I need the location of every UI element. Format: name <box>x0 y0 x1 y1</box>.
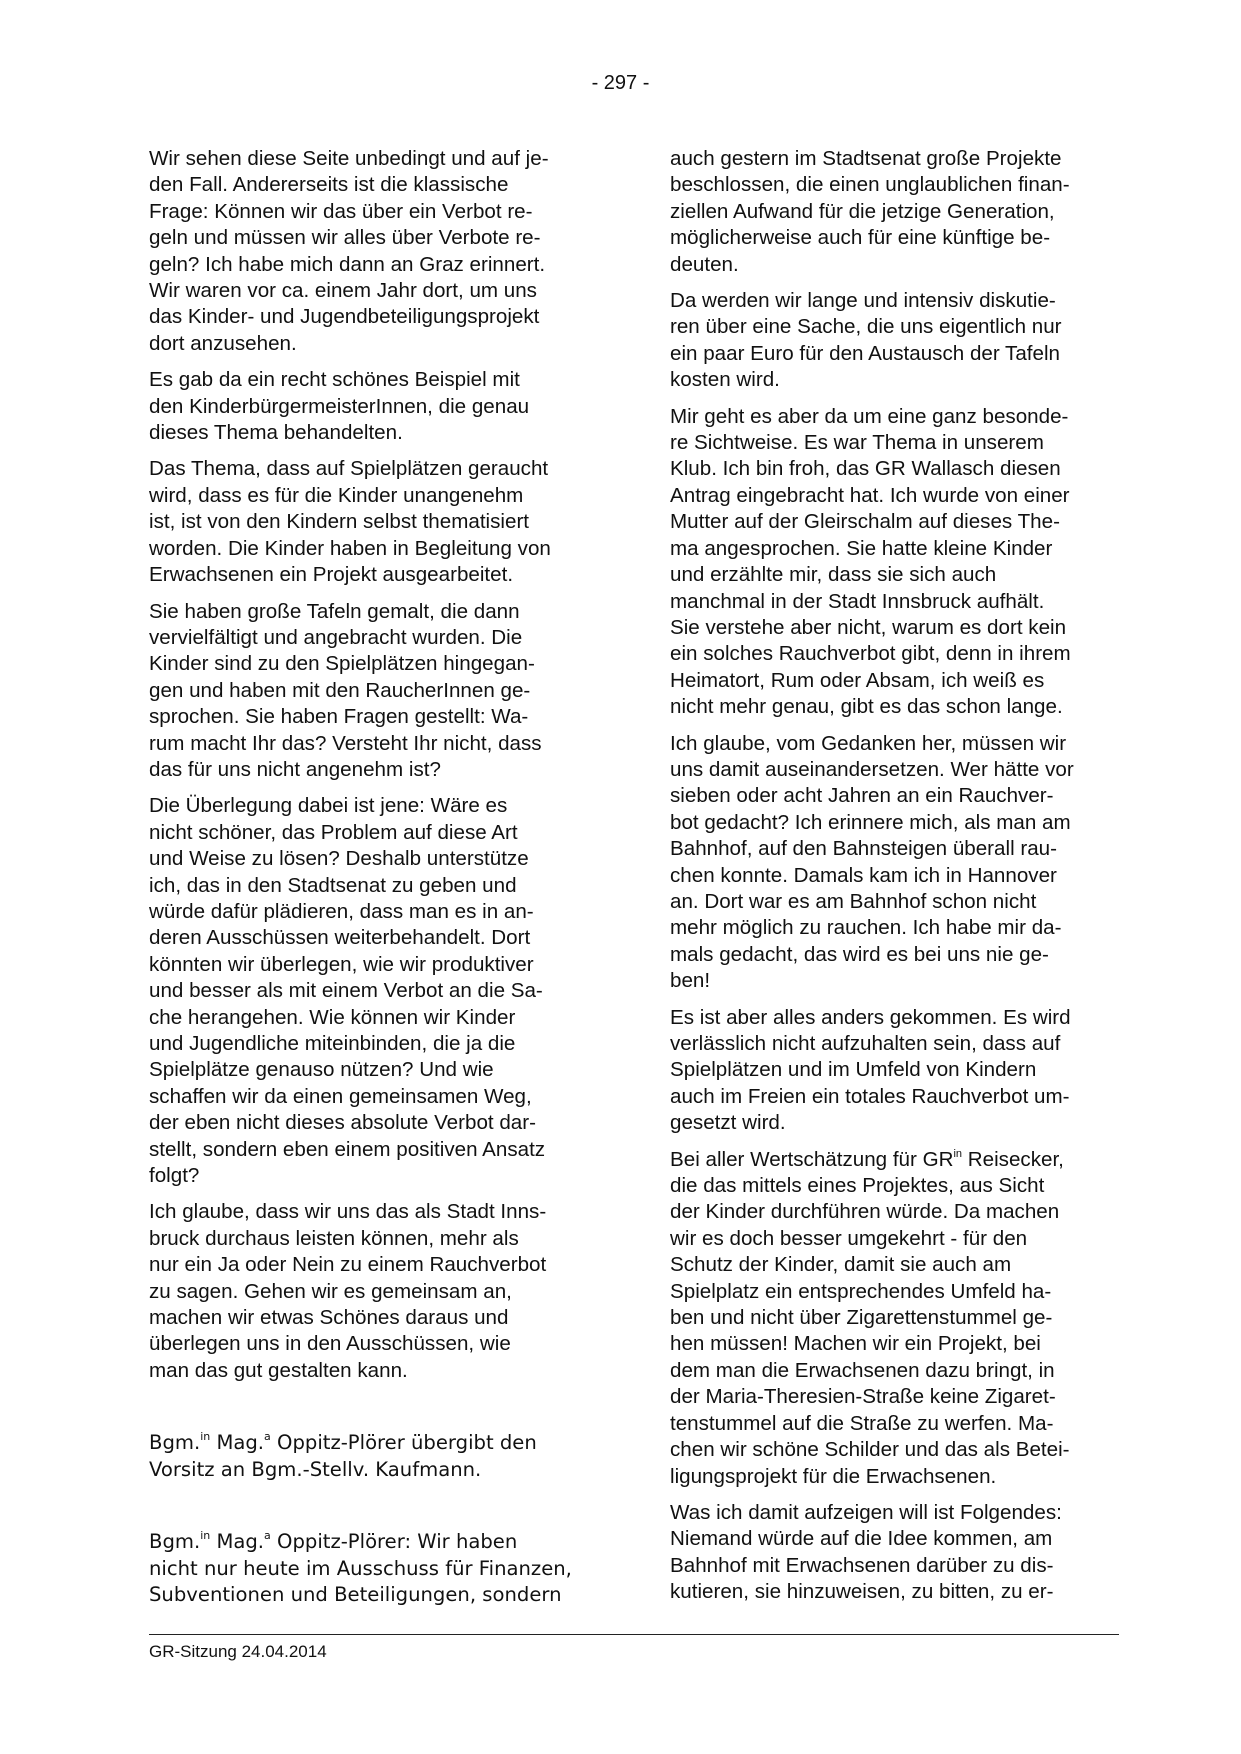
speaker-paragraph <box>149 1529 597 1608</box>
speaker-title: Mag. <box>210 1431 265 1455</box>
right-column <box>670 146 1118 1616</box>
paragraph: Ich glaube, vom Gedanken her, müssen wir uns damit auseinandersetzen. Wer hätte vor sieben oder acht Jahren an ein Rauchver- bot gedacht? Ich erinnere mich, als man am Bahnhof, auf den Bahnsteigen überall rau- chen konnte. Damals kam ich in Hannover an. Dort war es am Bahnhof schon nicht mehr möglich zu rauchen. Ich habe mir da- mals gedacht, das wird es bei uns nie ge- ben! <box>670 731 1074 993</box>
speaker-title: Mag. <box>210 1530 265 1554</box>
speech-text: Oppitz-Plörer: Wir haben nicht nur heute im Ausschuss für Finanzen, Subventionen und Beteiligungen, sondern <box>149 1530 572 1606</box>
paragraph: Da werden wir lange und intensiv diskutie- ren über eine Sache, die uns eigentlich nur ein paar Euro für den Austausch der Tafeln kosten wird. <box>670 289 1062 392</box>
speaker-title: Bgm. <box>149 1431 201 1455</box>
paragraph-rest: Reisecker, die das mittels eines Projektes, aus Sicht der Kinder durchführen würde. Da machen wir es doch besser umgekehrt - für den Schutz der Kinder, damit sie auch am Spielplatz ein entsprechendes Umfeld ha- ben und nicht über Zigarettenstummel ge- hen müssen! Machen wir ein Projekt, bei dem man die Erwachsenen dazu bringt, in der Maria-Theresien-Straße keine Zigaret- tenstummel auf die Straße zu werfen. Ma- chen wir schöne Schilder und das als Betei- ligungsprojekt für die Erwachsenen. <box>670 1147 1070 1488</box>
paragraph: Mir geht es aber da um eine ganz besonde- re Sichtweise. Es war Thema in unserem Klub. Ich bin froh, das GR Wallasch diesen Antrag eingebracht hat. Ich wurde von einer Mutter auf der Gleirschalm auf dieses The- ma angesprochen. Sie hatte kleine Kinder und erzählte mir, dass sie sich auch manchmal in der Stadt Innsbruck aufhält. Sie verstehe aber nicht, warum es dort kein ein solches Rauchverbot gibt, denn in ihrem Heimatort, Rum oder Absam, ich weiß es nicht mehr genau, gibt es das schon lange. <box>670 404 1071 719</box>
left-column <box>149 146 597 1618</box>
paragraph: auch gestern im Stadtsenat große Projekte beschlossen, die einen unglaublichen finan- ziellen Aufwand für die jetzige Generation, möglicherweise auch für eine künftige be- deuten. <box>670 147 1070 276</box>
paragraph-start: Bei aller Wertschätzung für GR <box>670 1147 954 1171</box>
superscript: in <box>200 1430 211 1444</box>
note-text: Oppitz-Plörer übergibt den Vorsitz an Bgm.-Stellv. Kaufmann. <box>149 1431 537 1481</box>
paragraph: Das Thema, dass auf Spielplätzen geraucht wird, dass es für die Kinder unangenehm ist, ist von den Kindern selbst thematisiert worden. Die Kinder haben in Begleitung von Erwachsenen ein Projekt ausgearbeitet. <box>149 457 551 587</box>
paragraph: Was ich damit aufzeigen will ist Folgendes: Niemand würde auf die Idee kommen, am Bahnhof mit Erwachsenen darüber zu dis- kutieren, sie hinzuweisen, zu bitten, zu er- <box>670 1500 1062 1604</box>
paragraph: Ich glaube, dass wir uns das als Stadt Inns- bruck durchaus leisten können, mehr als nur ein Ja oder Nein zu einem Rauchverbot zu sagen. Gehen wir es gemeinsam an, machen wir etwas Schönes daraus und überlegen uns in den Ausschüssen, wie man das gut gestalten kann. <box>149 1200 547 1382</box>
paragraph: Sie haben große Tafeln gemalt, die dann vervielfältigt und angebracht wurden. Die Kinder sind zu den Spielplätzen hingegan- gen und haben mit den RaucherInnen ge- sprochen. Sie haben Fragen gestellt: Wa- rum macht Ihr das? Versteht Ihr nicht, dass das für uns nicht angenehm ist? <box>149 599 542 781</box>
chair-handover-note <box>149 1430 597 1483</box>
paragraph <box>670 1147 1118 1490</box>
paragraph: Wir sehen diese Seite unbedingt und auf je- den Fall. Andererseits ist die klassische Frage: Können wir das über ein Verbot re- geln und müssen wir alles über Verbote re- geln? Ich habe mich dann an Graz erinnert. Wir waren vor ca. einem Jahr dort, um uns das Kinder- und Jugendbeteiligungsprojekt dort anzusehen. <box>149 147 549 355</box>
paragraph: Es gab da ein recht schönes Beispiel mit den KinderbürgermeisterInnen, die genau dieses Thema behandelten. <box>149 368 530 445</box>
superscript: in <box>200 1529 211 1543</box>
paragraph: Die Überlegung dabei ist jene: Wäre es nicht schöner, das Problem auf diese Art und Weise zu lösen? Deshalb unterstütze ich, das in den Stadtsenat zu geben und würde dafür plädieren, dass man es in an- deren Ausschüssen weiterbehandelt. Dort könnten wir überlegen, wie wir produktiver und besser als mit einem Verbot an die Sa- che herangehen. Wie können wir Kinder und Jugendliche miteinbinden, die ja die Spielplätze genauso nützen? Und wie schaffen wir da einen gemeinsamen Weg, der eben nicht dieses absolute Verbot dar- stellt, sondern eben einem positiven Ansatz folgt? <box>149 794 546 1188</box>
superscript: in <box>953 1147 963 1160</box>
paragraph: Es ist aber alles anders gekommen. Es wird verlässlich nicht aufzuhalten sein, dass auf Spielplätzen und im Umfeld von Kindern auch im Freien ein totales Rauchverbot um- gesetzt wird. <box>670 1005 1071 1135</box>
superscript: a <box>264 1430 271 1444</box>
page-number: - 297 - <box>591 72 650 94</box>
speaker-title: Bgm. <box>149 1530 201 1554</box>
superscript: a <box>264 1529 271 1543</box>
footer-divider <box>149 1634 1119 1635</box>
footer-session-date: GR-Sitzung 24.04.2014 <box>149 1642 327 1661</box>
